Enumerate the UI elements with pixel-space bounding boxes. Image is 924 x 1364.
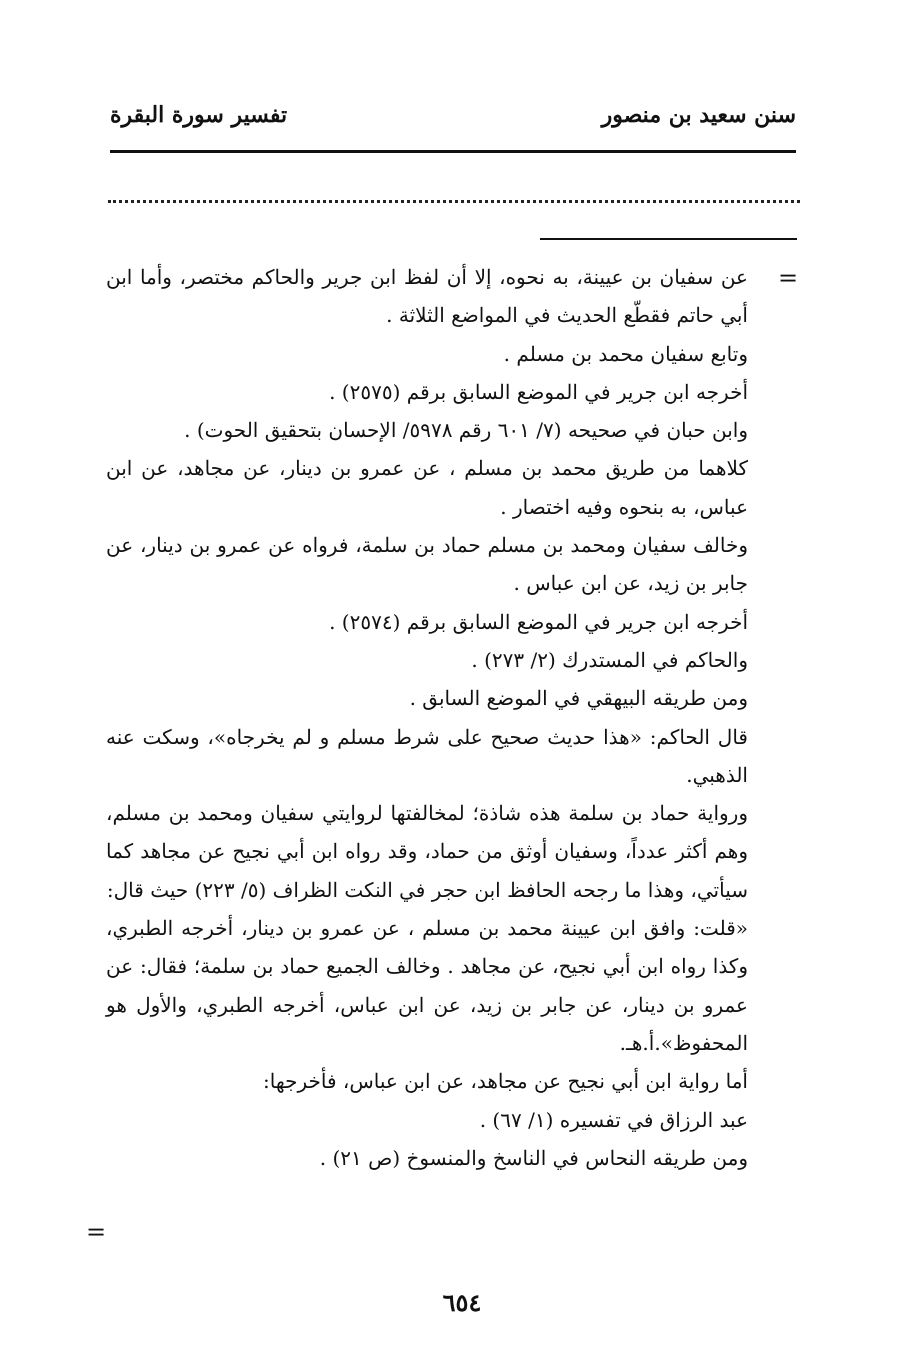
footnote-text [106,258,748,1177]
paragraph: وخالف سفيان ومحمد بن مسلم حماد بن سلمة، فرواه عن عمرو بن دينار، عن جابر بن زيد، عن ابن عباس . [106,533,748,596]
paragraph: ورواية حماد بن سلمة هذه شاذة؛ لمخالفتها لروايتي سفيان ومحمد بن مسلم، وهم أكثر عدداً، وسفيان أوثق من حماد، وقد رواه ابن أبي نجيح عن مجاهد كما سيأتي، وهذا ما رجحه الحافظ ابن حجر في النكت الظراف (٥/ ٢٢٣) حيث قال: [106,801,748,902]
paragraph: والحاكم في المستدرك (٢/ ٢٧٣) . [471,647,748,672]
section-title: تفسير سورة البقرة [110,102,288,128]
paragraph: أما رواية ابن أبي نجيح عن مجاهد، عن ابن عباس، فأخرجها: [263,1069,748,1094]
page-header [110,102,796,142]
book-title: سنن سعيد بن منصور [601,102,796,128]
paragraph: ومن طريقه النحاس في الناسخ والمنسوخ (ص ٢١) . [319,1145,748,1170]
footnote-rule [540,238,797,240]
header-rule [110,150,796,153]
page-number: ٦٥٤ [442,1288,482,1317]
paragraph: وتابع سفيان محمد بن مسلم . [503,341,748,366]
paragraph: عن سفيان بن عيينة، به نحوه، إلا أن لفظ ابن جرير والحاكم مختصر، وأما ابن أبي حاتم فقطّع الحديث في المواضع الثلاثة . [106,265,748,328]
paragraph: أخرجه ابن جرير في الموضع السابق برقم (٢٥٧٤) . [329,609,748,634]
continuation-mark-top: = [778,264,799,292]
continuation-mark-bottom: = [86,1218,107,1246]
paragraph: عبد الرزاق في تفسيره (١/ ٦٧) . [479,1107,748,1132]
paragraph: قال الحاكم: «هذا حديث صحيح على شرط مسلم و لم يخرجاه»، وسكت عنه الذهبي. [106,724,748,787]
paragraph: ومن طريقه البيهقي في الموضع السابق . [409,686,748,711]
paragraph: وابن حبان في صحيحه (٧/ ٦٠١ رقم ٥٩٧٨/ الإحسان بتحقيق الحوت) . [184,418,748,443]
dotted-separator [108,200,800,203]
paragraph: «قلت: وافق ابن عيينة محمد بن مسلم ، عن عمرو بن دينار، أخرجه الطبري، وكذا رواه ابن أبي نجيح، عن مجاهد . وخالف الجميع حماد بن سلمة؛ فقال: عن عمرو بن دينار، عن جابر بن زيد، عن ابن عباس، أخرجه الطبري، والأول هو المحفوظ».أ.هـ. [106,916,748,1055]
paragraph: أخرجه ابن جرير في الموضع السابق برقم (٢٥٧٥) . [329,379,748,404]
paragraph: كلاهما من طريق محمد بن مسلم ، عن عمرو بن دينار، عن مجاهد، عن ابن عباس، به بنحوه وفيه اختصار . [106,456,748,519]
